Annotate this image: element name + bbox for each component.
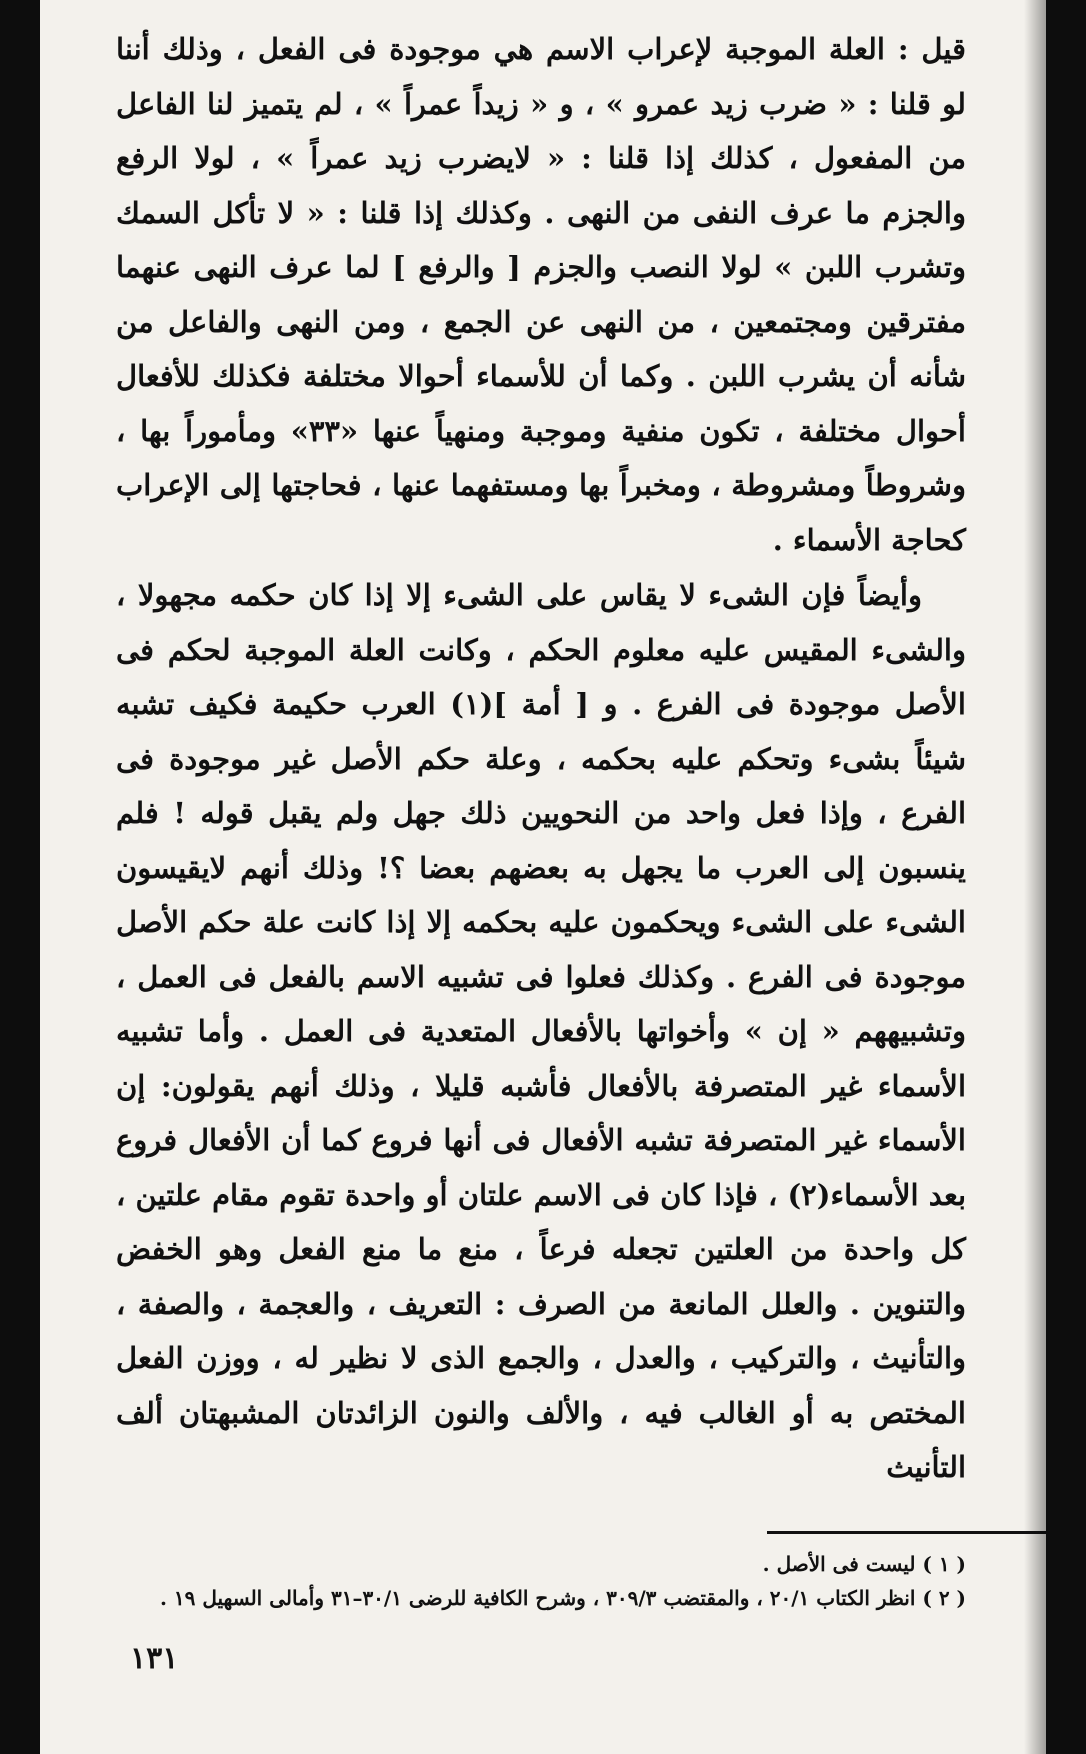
- book-page: [40, 0, 1046, 1754]
- footnote-2: ( ٢ ) انظر الكتاب ٢٠/١ ، والمقتضب ٣٠٩/٣ ، وشرح الكافية للرضى ٣٠/١–٣١ وأمالى السهيل ١٩ .: [159, 1586, 966, 1610]
- paragraph-2: [116, 568, 966, 1495]
- footnote-1: ( ١ ) ليست فى الأصل .: [762, 1552, 966, 1576]
- paragraph-2-text: وأيضاً فإن الشىء لا يقاس على الشىء إلا إذا كان حكمه مجهولا ، والشىء المقيس عليه معلوم الحكم ، وكانت العلة الموجبة لحكم فى الأصل موجودة فى الفرع . و [ أمة ](١) العرب حكيمة فكيف تشبه شيئاً بشىء وتحكم عليه بحكمه ، وعلة حكم الأصل غير موجودة فى الفرع ، وإذا فعل واحد من النحويين ذلك جهل ولم يقبل قوله ! فلم ينسبون إلى العرب ما يجهل به بعضهم بعضا ؟! وذلك أنهم لايقيسون الشىء على الشىء ويحكمون عليه بحكمه إلا إذا كانت علة حكم الأصل موجودة فى الفرع . وكذلك فعلوا فى تشبيه الاسم بالفعل فى العمل ، وتشبيههم « إن » وأخواتها بالأفعال المتعدية فى العمل . وأما تشبيه الأسماء غير المتصرفة بالأفعال فأشبه قليلا ، وذلك أنهم يقولون: إن الأسماء غير المتصرفة تشبه الأفعال فى أنها فروع كما أن الأفعال فروع بعد الأسماء(٢) ، فإذا كان فى الاسم علتان أو واحدة تقوم مقام علتين ، كل واحدة من العلتين تجعله فرعاً ، منع ما منع الفعل وهو الخفض والتنوين . والعلل المانعة من الصرف : التعريف ، والعجمة ، والصفة ، والتأنيث ، والتركيب ، والعدل ، والجمع الذى لا نظير له ، ووزن الفعل المختص به أو الغالب فيه ، والألف والنون الزائدتان المشبهتان ألف التأنيث: [116, 578, 967, 1484]
- page-number: ١٣١: [130, 1641, 179, 1676]
- footnote-divider: [767, 1531, 1046, 1534]
- paragraph-1: قيل : العلة الموجبة لإعراب الاسم هي موجودة فى الفعل ، وذلك أننا لو قلنا : « ضرب زيد عمرو » ، و « زيداً عمراً » ، لم يتميز لنا الفاعل من المفعول ، كذلك إذا قلنا : « لايضرب زيد عمراً » ، لولا الرفع والجزم ما عرف النفى من النهى . وكذلك إذا قلنا : « لا تأكل السمك وتشرب اللبن » لولا النصب والجزم [ والرفع ] لما عرف النهى عنهما مفترقين ومجتمعين ، من النهى عن الجمع ، ومن النهى والفاعل من شأنه أن يشرب اللبن . وكما أن للأسماء أحوالا مختلفة فكذلك للأفعال أحوال مختلفة ، تكون منفية وموجبة ومنهياً عنها «٣٣» ومأموراً بها ، وشروطاً ومشروطة ، ومخبراً بها ومستفهما عنها ، فحاجتها إلى الإعراب كحاجة الأسماء .: [116, 32, 966, 557]
